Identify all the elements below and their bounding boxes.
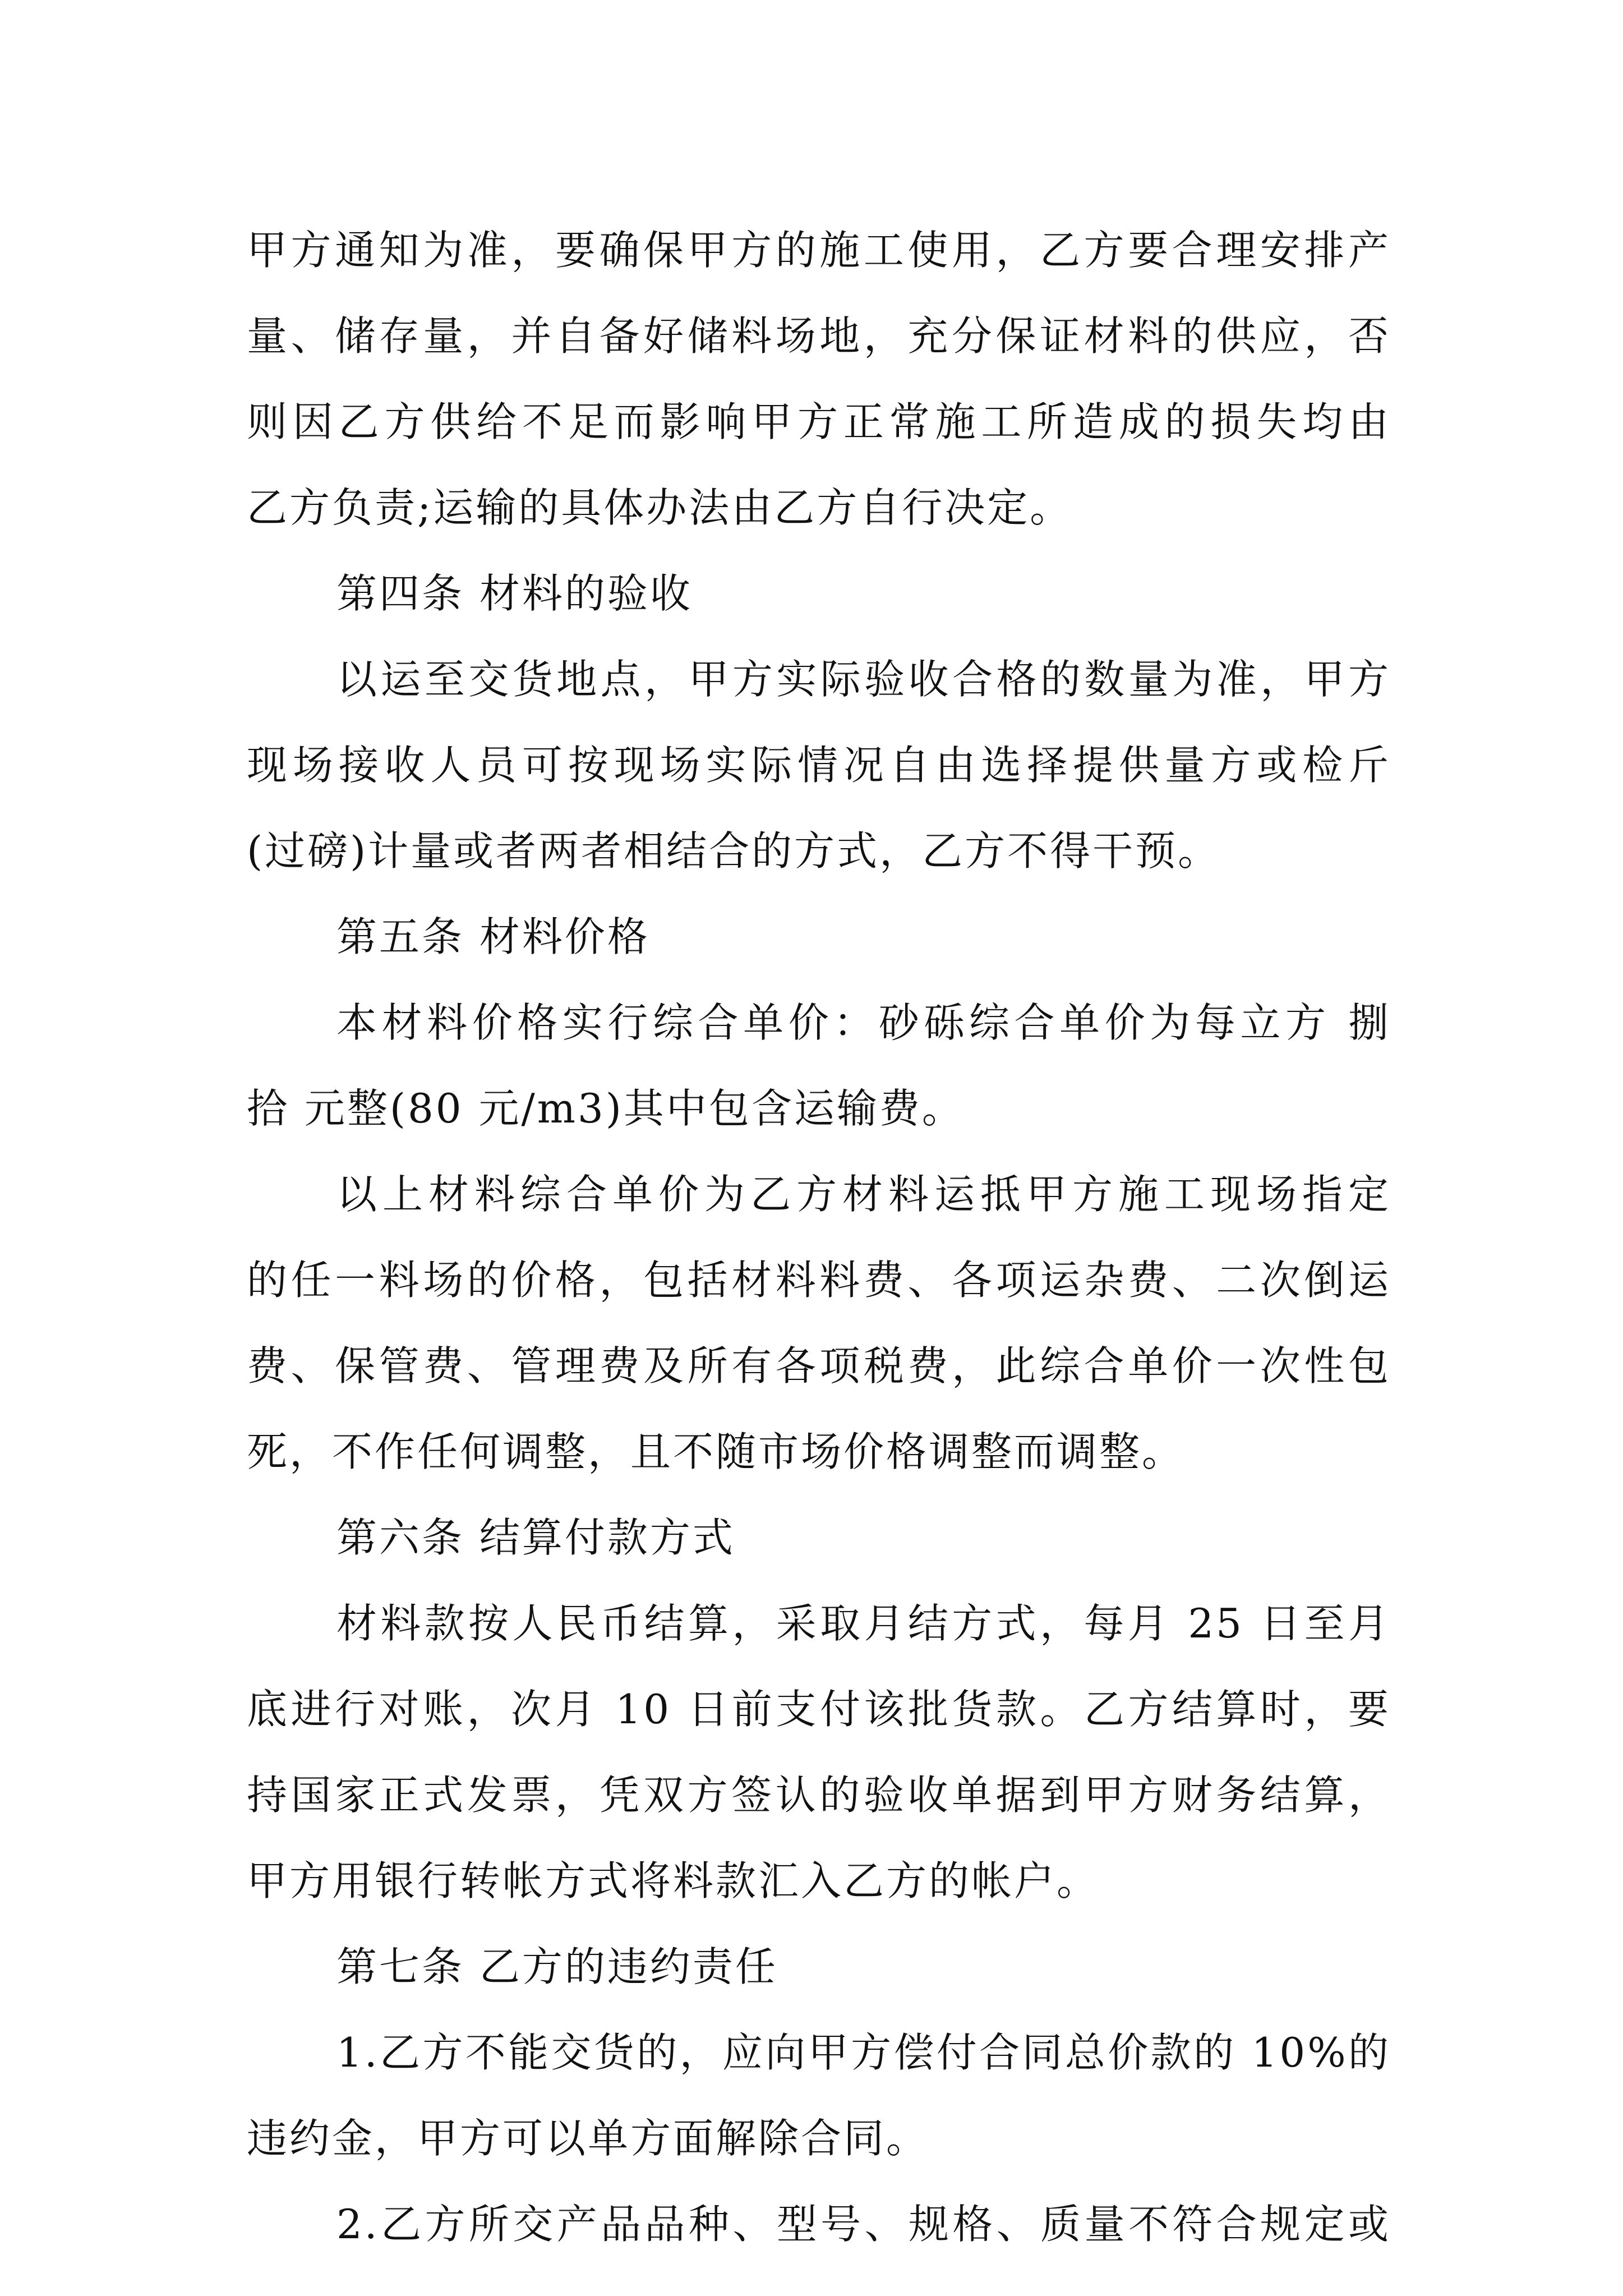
text-line: 的任一料场的价格，包括材料料费、各项运杂费、二次倒运 bbox=[247, 1257, 1391, 1304]
text-line: (过磅)计量或者两者相结合的方式，乙方不得干预。 bbox=[247, 827, 1221, 875]
text-line: 本材料价格实行综合单价：砂砾综合单价为每立方 捌 bbox=[336, 999, 1391, 1046]
text-line: 2.乙方所交产品品种、型号、规格、质量不符合规定或 bbox=[336, 2201, 1391, 2248]
text-line: 底进行对账，次月 10 日前支付该批货款。乙方结算时，要 bbox=[247, 1686, 1391, 1733]
text-line: 第五条 材料价格 bbox=[336, 913, 650, 960]
text-line: 第七条 乙方的违约责任 bbox=[336, 1943, 778, 1990]
text-line: 费、保管费、管理费及所有各项税费，此综合单价一次性包 bbox=[247, 1342, 1391, 1389]
text-line: 甲方用银行转帐方式将料款汇入乙方的帐户。 bbox=[247, 1857, 1100, 1904]
document-body bbox=[247, 208, 1391, 2267]
text-line: 第四条 材料的验收 bbox=[336, 570, 693, 617]
text-line: 乙方负责;运输的具体办法由乙方自行决定。 bbox=[247, 484, 1073, 531]
text-line: 1.乙方不能交货的，应向甲方偿付合同总价款的 10%的 bbox=[336, 2029, 1391, 2076]
text-line: 死，不作任何调整，且不随市场价格调整而调整。 bbox=[247, 1428, 1185, 1475]
text-line: 违约金，甲方可以单方面解除合同。 bbox=[247, 2115, 929, 2162]
text-line: 以运至交货地点，甲方实际验收合格的数量为准，甲方 bbox=[336, 656, 1391, 703]
text-line: 甲方通知为准，要确保甲方的施工使用，乙方要合理安排产 bbox=[247, 227, 1391, 274]
text-line: 拾 元整(80 元/m3)其中包含运输费。 bbox=[247, 1085, 965, 1132]
text-line: 以上材料综合单价为乙方材料运抵甲方施工现场指定 bbox=[336, 1171, 1391, 1218]
text-line: 现场接收人员可按现场实际情况自由选择提供量方或检斤 bbox=[247, 742, 1391, 789]
text-line: 则因乙方供给不足而影响甲方正常施工所造成的损失均由 bbox=[247, 398, 1391, 445]
text-line: 材料款按人民币结算，采取月结方式，每月 25 日至月 bbox=[336, 1600, 1391, 1647]
text-line: 持国家正式发票，凭双方签认的验收单据到甲方财务结算， bbox=[247, 1772, 1391, 1819]
text-line: 第六条 结算付款方式 bbox=[336, 1514, 735, 1561]
text-line: 量、储存量，并自备好储料场地，充分保证材料的供应，否 bbox=[247, 312, 1391, 360]
